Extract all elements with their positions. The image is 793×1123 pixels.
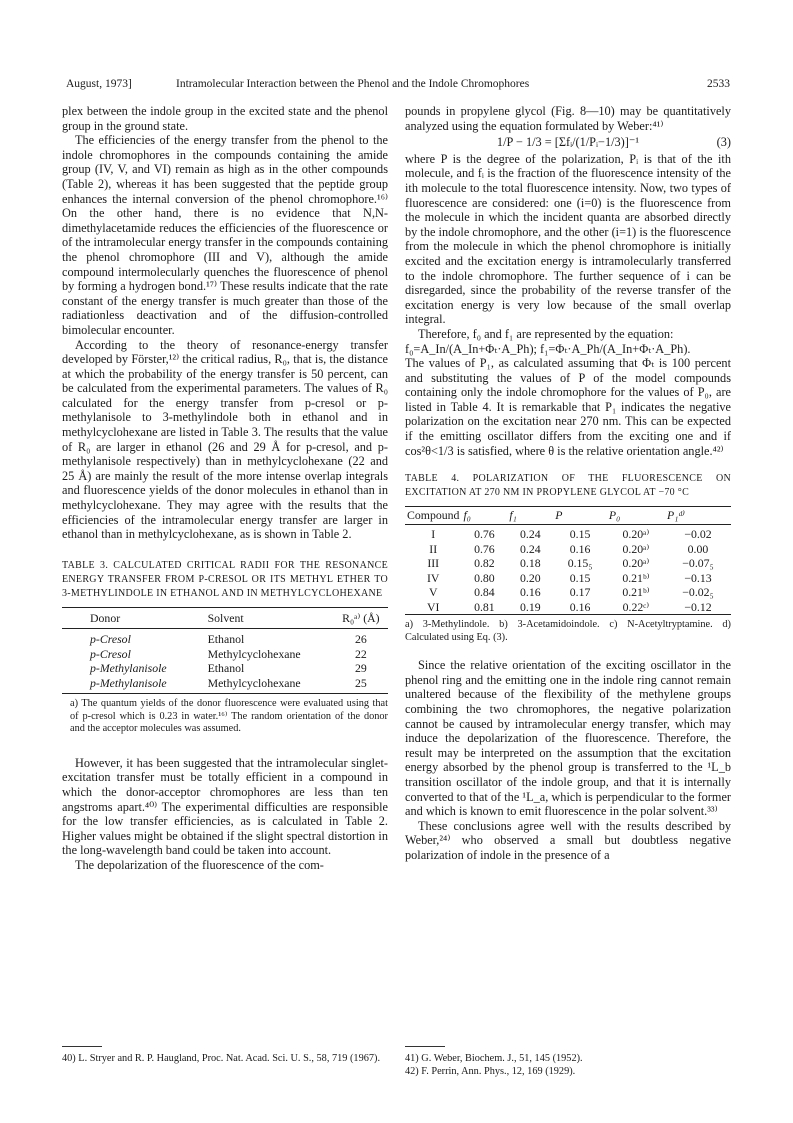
table-cell: p-Cresol [90, 646, 131, 661]
paragraph: plex between the indole group in the excited state and the phenol group in the ground state. [62, 104, 388, 133]
paragraph: pounds in propylene glycol (Fig. 8—10) may be quantitatively analyzed using the equation formulated by Weber:⁴¹⁾ [405, 104, 731, 133]
data-table [62, 607, 388, 695]
table-cell: 0.16 [519, 585, 541, 600]
table-cell: I [431, 527, 436, 542]
right-column [405, 104, 731, 863]
table-cell: 0.20ᵃ⁾ [622, 527, 650, 542]
table-row [405, 585, 731, 600]
column-header: R₀ᵃ⁾ (Å) [334, 607, 388, 629]
table-cell: −0.02₅ [682, 585, 714, 600]
table-caption: TABLE 3. CALCULATED CRITICAL RADII FOR THE RESONANCE ENERGY TRANSFER FROM P-CRESOL OR ITS METHYL ETHER TO 3-METHYLINDOLE IN ETHANOL AND IN METHYLCYCLOHEXANE [62, 559, 388, 599]
paragraph: Since the relative orientation of the exciting oscillator in the phenol ring and the emitting one in the indole ring cannot remain unaltered because of the flexibility of the methylene groups combining the two chromophores, the negative polarization cannot be caused by intramolecular energy transfer, which may induce the depolarization of the fluorescence. Therefore, the result may be interpreted on the assumption that the excitation energy absorbed by the phenol group is transferred to the ¹L_b transition oscillator of the indole group, and that it is internally converted to that of the ¹L_a, which is perpendicular to the former and which is known to emit fluorescence in the polar solvent.³³⁾ [405, 658, 731, 819]
table-row [405, 525, 731, 542]
table-cell: p-Methylanisole [90, 661, 167, 676]
column-header: P₁ᵈ⁾ [665, 507, 731, 525]
table-caption: TABLE 4. POLARIZATION OF THE FLUORESCENCE ON EXCITATION AT 270 NM IN PROPYLENE GLYCOL AT −70 °C [405, 473, 731, 499]
column-header: Compound [405, 507, 461, 525]
table-cell: 0.15 [569, 570, 591, 585]
footnotes-right [405, 1053, 731, 1078]
table-footnote: a) 3-Methylindole. b) 3-Acetamidoindole. c) N-Acetyltryptamine. d) Calculated using Eq. (3). [405, 619, 731, 643]
table-cell: −0.02 [684, 527, 712, 542]
table-cell: p-Methylanisole [62, 676, 202, 694]
table-row [62, 661, 388, 676]
table-cell: 0.81 [461, 600, 507, 615]
table-cell: 0.20 [519, 570, 541, 585]
table-row [405, 571, 731, 586]
column-header: Solvent [202, 607, 334, 629]
column-header: P [553, 507, 607, 525]
paragraph: The depolarization of the fluorescence of the com- [75, 857, 324, 872]
table-4 [405, 472, 731, 644]
table-cell: 0.21ᵇ⁾ [622, 585, 650, 600]
table-cell: 0.16 [553, 600, 607, 615]
equation-f: f₀=A_In/(A_In+Φₜ·A_Ph); f₁=Φₜ·A_Ph/(A_In+Φₜ·A_Ph). [405, 341, 691, 356]
table-cell: Ethanol [207, 661, 245, 676]
table-cell: 0.76 [474, 541, 495, 556]
data-table [405, 506, 731, 615]
footnotes-left [62, 1053, 388, 1066]
paragraph: However, it has been suggested that the intramolecular singlet-excitation transfer must be totally efficient in a compound in which the donor-acceptor chromophores are less than ten angstroms apart.⁴⁰⁾ The experimental difficulties are responsible for the low transfer efficiencies, as is calculated in Table 2. Higher values might be obtained if the slight spectral distortion in the long-wavelength band could be taken into account. [62, 755, 388, 858]
column-header: f₁ [507, 507, 553, 525]
table-cell: 29 [354, 661, 367, 676]
table-cell: 0.17 [569, 585, 591, 600]
footnote-rule [405, 1046, 445, 1047]
table-cell: 26 [354, 632, 367, 647]
table-cell: 0.00 [687, 541, 709, 556]
paragraph: Therefore, f₀ and f₁ are represented by the equation: [418, 326, 674, 341]
equation-text: 1/P − 1/3 = [Σfᵢ/(1/Pᵢ−1/3)]⁻¹ [496, 135, 640, 150]
table-cell: 0.76 [474, 527, 495, 542]
table-cell: 25 [334, 676, 388, 694]
table-cell: 0.24 [519, 541, 541, 556]
table-cell: 0.21ᵇ⁾ [622, 570, 650, 585]
table-row [62, 676, 388, 694]
column-header: P₀ [607, 507, 665, 525]
footnote-rule [62, 1046, 102, 1047]
table-cell: 0.15₅ [567, 556, 593, 571]
paragraph: where P is the degree of the polarization, Pᵢ is that of the ith molecule, and fᵢ is the fraction of the fluorescence intensity of the ith molecule to the total fluorescence intensity. Now, two types of fluorescence are considered: one (i=0) is the fluorescence from the molecule in which the incident quanta are absorbed directly by the indole chromophore, and the other (i=1) is the fluorescence from the molecule in which the phenol chromophore is initially excited and the excitation energy is intramolecularly transferred to the indole chromophore. The further sequence of i can be disregarded, since the probability of the reverse transfer of the excitation energy is very low because of the small overlap integral. [405, 151, 731, 327]
header-title: Intramolecular Interaction between the Phenol and the Indole Chromophores [176, 78, 530, 90]
running-header [66, 78, 730, 94]
table-cell: Methylcyclohexane [207, 646, 301, 661]
table-cell: p-Cresol [90, 632, 131, 647]
equation-3 [405, 135, 731, 150]
table-cell: V [428, 585, 438, 600]
paragraph: The values of P₁, as calculated assuming that Φₜ is 100 percent and substituting the values of P of the model compounds containing only the indole chromophore for the values of P₀, are listed in Table 4. It is remarkable that P₁ indicates the negative polarization on the excitation near 270 nm. This can be expected if the emitting oscillator differs from the exciting one and if cos²θ<1/3 is satisfied, where θ is the relative orientation angle.⁴²⁾ [405, 356, 731, 458]
table-footnote: a) The quantum yields of the donor fluorescence were evaluated using that of p-cresol which is 0.23 in water.¹⁶⁾ The random orientation of the donor and the acceptor molecules was assumed. [70, 698, 388, 735]
equation-number: (3) [716, 135, 731, 150]
table-row [62, 629, 388, 647]
table-cell: Ethanol [207, 632, 245, 647]
footnote: 40) L. Stryer and R. P. Haugland, Proc. Nat. Acad. Sci. U. S., 58, 719 (1967). [62, 1053, 381, 1064]
table-row [62, 647, 388, 662]
paragraph: The efficiencies of the energy transfer from the phenol to the indole chromophores in the compounds containing the amide group (IV, V, and VI) remain as high as in the other compounds (Table 2), whereas it has been suggested that the peptide group enhances the internal conversion of the phenol chromophore.¹⁶⁾ On the other hand, there is no evidence that N,N-dimethylacetamide reduces the efficiencies of the fluorescence or of the intramolecular energy transfer in the compounds containing the phenol chromophore (III and V), although the amide compound intermolecularly quenches the fluorescence of phenol by forming a hydrogen bond.¹⁷⁾ These results indicate that the rate constant of the energy transfer is much greater than those of the radiationless deactivation and of the diffusion-controlled bimolecular encounter. [62, 133, 388, 337]
table-cell: 0.80 [474, 570, 495, 585]
table-cell: II [429, 541, 438, 556]
table-cell: −0.13 [684, 570, 712, 585]
table-3 [62, 559, 388, 736]
table-row [405, 542, 731, 557]
table-cell: 0.82 [474, 556, 495, 571]
page-number: 2533 [707, 78, 730, 90]
table-cell: 0.24 [519, 527, 541, 542]
table-cell: 0.22ᶜ⁾ [607, 600, 665, 615]
table-cell: 0.18 [519, 556, 541, 571]
table-row [405, 600, 731, 615]
table-cell: Methylcyclohexane [202, 676, 334, 694]
table-cell: −0.12 [665, 600, 731, 615]
table-cell: III [427, 556, 440, 571]
left-column [62, 104, 388, 873]
table-cell: 0.19 [507, 600, 553, 615]
table-cell: 0.16 [569, 541, 591, 556]
paragraph: According to the theory of resonance-energy transfer developed by Förster,¹²⁾ the critical radius, R₀, that is, the distance at which the probability of the energy transfer is 50 percent, can be calculated from the experimental parameters. The values of R₀ calculated for the energy transfer from p-cresol or p-methylanisole to 3-methylindole both in ethanol and in methylcyclohexane are listed in Table 3. The results that the value of R₀ are larger in ethanol (26 and 29 Å for p-cresol, and p-methylanisole respectively) than in methylcyclohexane (22 and 25 Å) are mainly the result of the more intense overlap integrals and fluorescence yields of the donor molecules in ethanol than in methylcyclohexane. They may agree with the results that the efficiencies of the intramolecular energy transfer are larger in ethanol than in methylcyclohexane, as is shown in Table 2. [62, 337, 388, 542]
table-cell: 0.84 [474, 585, 495, 600]
table-cell: 22 [354, 646, 367, 661]
column-header: Donor [62, 607, 202, 629]
footnote: 42) F. Perrin, Ann. Phys., 12, 169 (1929). [405, 1065, 576, 1077]
table-cell: 0.20ᵃ⁾ [622, 541, 650, 556]
paragraph: These conclusions agree well with the results described by Weber,²⁴⁾ who observed a small but doubtless negative polarization of indole in the presence of a [405, 818, 731, 862]
header-date: August, 1973] [66, 78, 132, 90]
table-cell: −0.07₅ [682, 556, 714, 571]
table-cell: 0.15 [569, 527, 591, 542]
table-row [405, 556, 731, 571]
table-cell: 0.20ᵃ⁾ [622, 556, 650, 571]
footnote: 41) G. Weber, Biochem. J., 51, 145 (1952). [405, 1053, 583, 1064]
table-cell: IV [426, 570, 440, 585]
column-header: f₀ [461, 507, 507, 525]
table-cell: VI [405, 600, 461, 615]
